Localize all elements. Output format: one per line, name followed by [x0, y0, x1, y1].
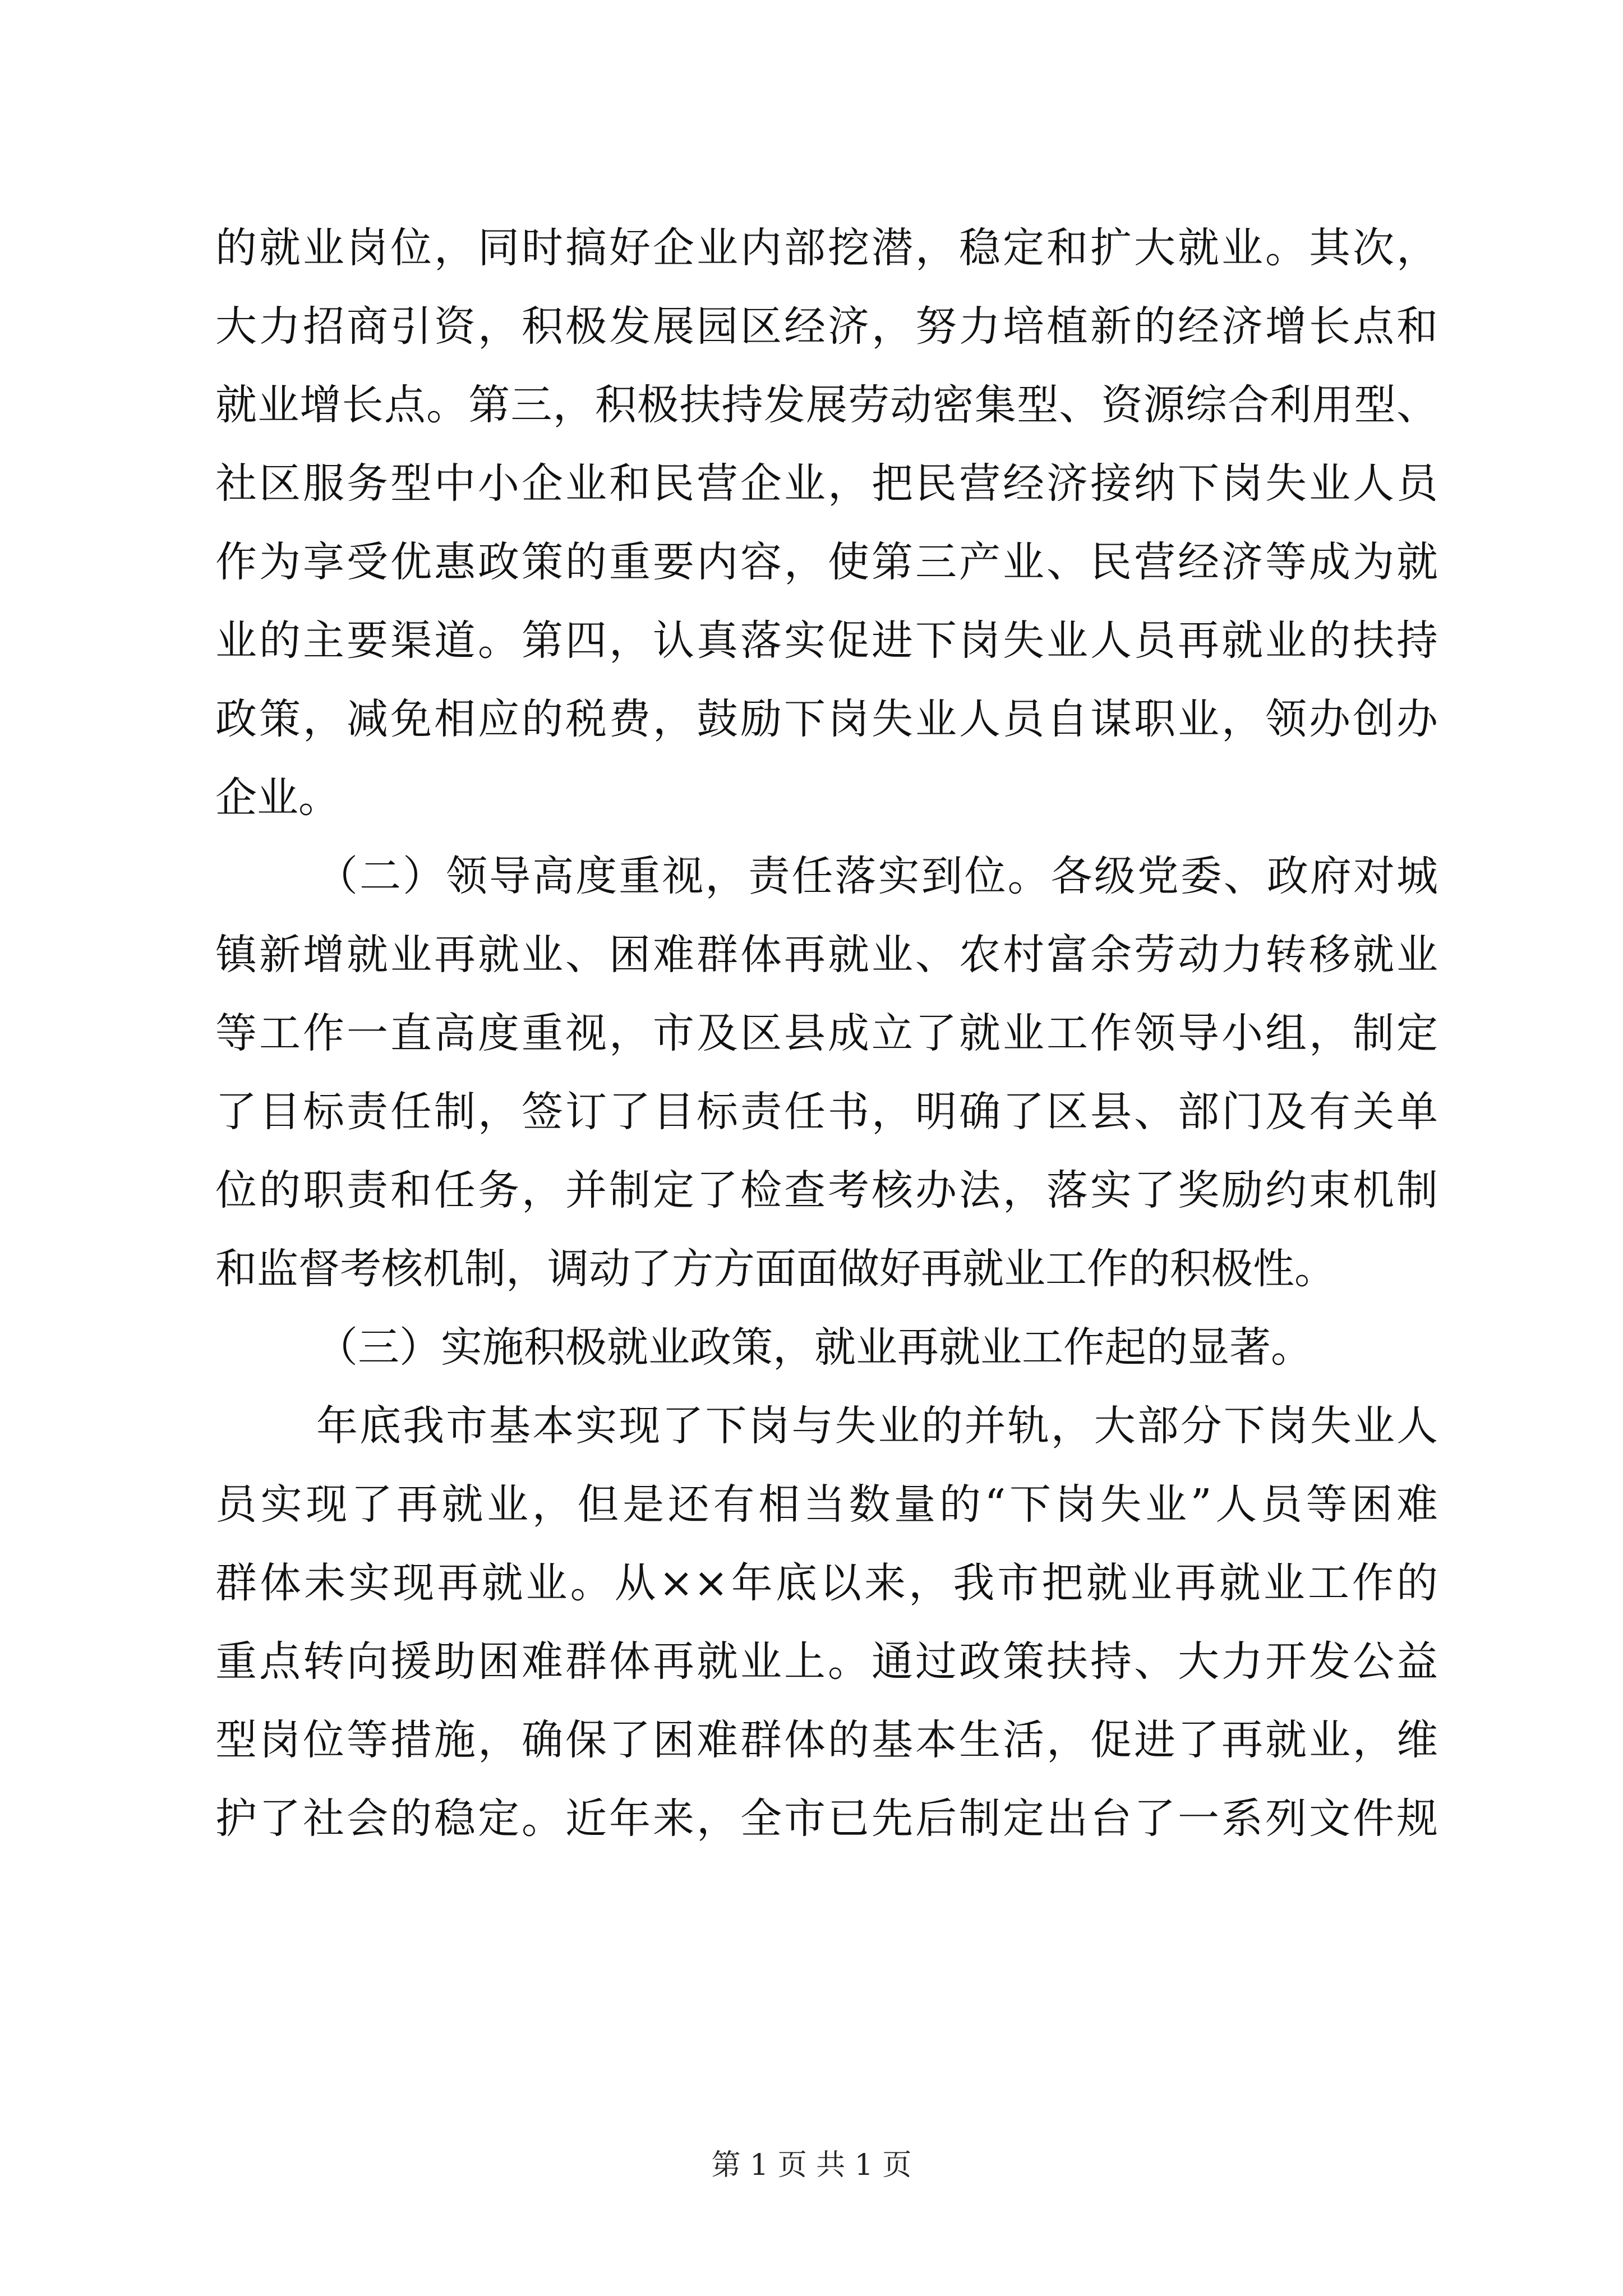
- text-line: 和监督考核机制，调动了方方面面做好再就业工作的积极性。: [215, 1245, 1336, 1293]
- text-line: 群体未实现再就业。从××年底以来，我市把就业再就业工作的: [215, 1559, 1438, 1607]
- text-line: 企业。: [215, 774, 340, 822]
- text-line: 了目标责任制，签订了目标责任书，明确了区县、部门及有关单: [215, 1088, 1438, 1136]
- section-heading: （三）实施积极就业政策，就业再就业工作起的显著。: [316, 1323, 1312, 1372]
- text-line: 社区服务型中小企业和民营企业，把民营经济接纳下岗失业人员: [215, 459, 1438, 508]
- text-line: 重点转向援助困难群体再就业上。通过政策扶持、大力开发公益: [215, 1637, 1438, 1686]
- paragraph-first-line: 年底我市基本实现了下岗与失业的并轨，大部分下岗失业人: [316, 1402, 1438, 1450]
- text-line: 就业增长点。第三，积极扶持发展劳动密集型、资源综合利用型、: [215, 381, 1438, 429]
- text-line: 等工作一直高度重视，市及区县成立了就业工作领导小组，制定: [215, 1009, 1438, 1057]
- text-line: 镇新增就业再就业、困难群体再就业、农村富余劳动力转移就业: [215, 931, 1438, 979]
- text-line: 政策，减免相应的税费，鼓励下岗失业人员自谋职业，领办创办: [215, 695, 1438, 743]
- text-line: 员实现了再就业，但是还有相当数量的“下岗失业”人员等困难: [215, 1480, 1438, 1529]
- text-line: 的就业岗位，同时搞好企业内部挖潜，稳定和扩大就业。其次，: [215, 224, 1438, 272]
- document-body: [215, 209, 1438, 1858]
- text-line: 位的职责和任务，并制定了检查考核办法，落实了奖励约束机制: [215, 1166, 1438, 1214]
- text-line: 业的主要渠道。第四，认真落实促进下岗失业人员再就业的扶持: [215, 616, 1438, 665]
- page-footer: 第 1 页 共 1 页: [711, 2148, 912, 2182]
- text-line: 护了社会的稳定。近年来，全市已先后制定出台了一系列文件规: [215, 1795, 1438, 1843]
- text-line: 型岗位等措施，确保了困难群体的基本生活，促进了再就业，维: [215, 1716, 1438, 1764]
- text-line: 大力招商引资，积极发展园区经济，努力培植新的经济增长点和: [215, 302, 1438, 351]
- paragraph-first-line: （二）领导高度重视，责任落实到位。各级党委、政府对城: [316, 852, 1438, 900]
- text-line: 作为享受优惠政策的重要内容，使第三产业、民营经济等成为就: [215, 538, 1438, 586]
